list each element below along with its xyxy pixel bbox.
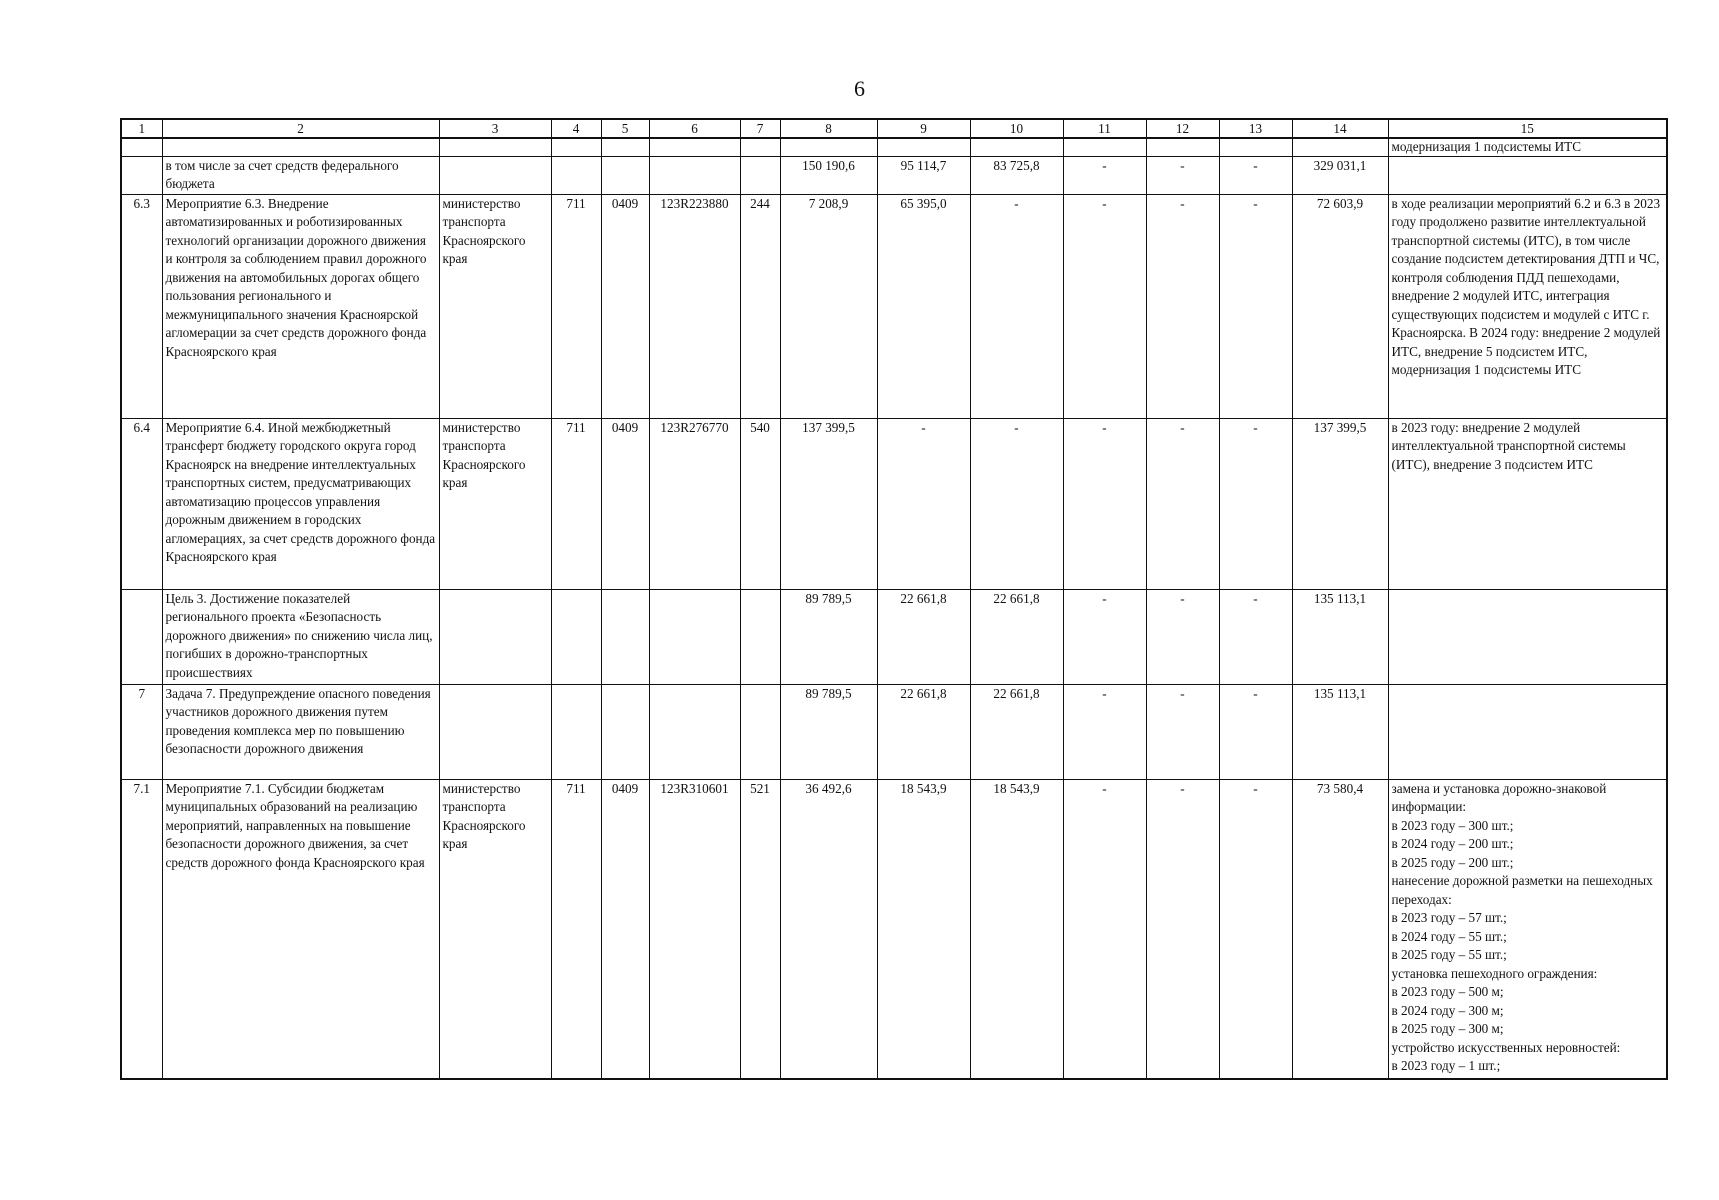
column-number: 1	[121, 119, 162, 138]
row-vr: 521	[740, 779, 780, 1079]
table-cell	[1219, 138, 1292, 156]
row-vr	[740, 589, 780, 684]
table-row	[121, 589, 1667, 684]
row-value-2026: -	[1063, 684, 1146, 779]
row-number: 6.4	[121, 418, 162, 589]
row-grbs	[551, 684, 601, 779]
row-result: замена и установка дорожно-знаковой информации: в 2023 году – 300 шт.; в 2024 году – 200 шт.; в 2025 году – 200 шт.; нанесение дорожной разметки на пешеходных переходах: в 2023 году – 57 шт.; в 2024 году – 55 шт.; в 2025 году – 55 шт.; установка пешеходного ограждения: в 2023 году – 500 м; в 2024 году – 300 м; в 2025 году – 300 м; устройство искусственных неровностей: в 2023 году – 1 шт.;	[1388, 779, 1667, 1079]
row-value-2024: 18 543,9	[877, 779, 970, 1079]
row-grbs	[551, 589, 601, 684]
row-value-2023: 150 190,6	[780, 156, 877, 194]
row-rzpr: 0409	[601, 418, 649, 589]
column-number: 13	[1219, 119, 1292, 138]
column-number: 8	[780, 119, 877, 138]
row-result	[1388, 684, 1667, 779]
row-value-2026: -	[1063, 589, 1146, 684]
table-cell	[439, 138, 551, 156]
table-row	[121, 194, 1667, 418]
column-number: 3	[439, 119, 551, 138]
row-rzpr: 0409	[601, 194, 649, 418]
row-rzpr	[601, 156, 649, 194]
row-value-2028: -	[1219, 156, 1292, 194]
row-value-2027: -	[1146, 589, 1219, 684]
table-cell	[780, 138, 877, 156]
row-value-2023: 89 789,5	[780, 589, 877, 684]
row-value-2025: 22 661,8	[970, 684, 1063, 779]
row-rzpr	[601, 684, 649, 779]
row-rzpr	[601, 589, 649, 684]
row-value-2023: 89 789,5	[780, 684, 877, 779]
row-executor	[439, 589, 551, 684]
row-executor: министерство транспорта Красноярского края	[439, 194, 551, 418]
row-value-2024: 65 395,0	[877, 194, 970, 418]
row-value-2027: -	[1146, 779, 1219, 1079]
row-executor: министерство транспорта Красноярского края	[439, 418, 551, 589]
table-row	[121, 779, 1667, 1079]
column-number: 12	[1146, 119, 1219, 138]
row-total: 72 603,9	[1292, 194, 1388, 418]
row-name: Мероприятие 7.1. Субсидии бюджетам муниципальных образований на реализацию мероприятий, направленных на повышение безопасности дорожного движения, за счет средств дорожного фонда Красноярского края	[162, 779, 439, 1079]
row-vr: 540	[740, 418, 780, 589]
table-cell	[1063, 138, 1146, 156]
table-cell	[970, 138, 1063, 156]
column-number-row	[121, 119, 1667, 138]
row-csr	[649, 684, 740, 779]
row-value-2028: -	[1219, 779, 1292, 1079]
row-value-2024: -	[877, 418, 970, 589]
row-value-2024: 22 661,8	[877, 684, 970, 779]
row-result: в ходе реализации мероприятий 6.2 и 6.3 в 2023 году продолжено развитие интеллектуальной транспортной системы (ИТС), в том числе создание подсистем детектирования ДТП и ЧС, контроля соблюдения ПДД пешеходами, внедрение 2 модулей ИТС, интеграция существующих подсистем и модулей с ИТС г. Красноярска. В 2024 году: внедрение 2 модулей ИТС, внедрение 5 подсистем ИТС, модернизация 1 подсистемы ИТС	[1388, 194, 1667, 418]
column-number: 15	[1388, 119, 1667, 138]
column-number: 7	[740, 119, 780, 138]
table-cell	[649, 138, 740, 156]
row-csr: 123R276770	[649, 418, 740, 589]
row-result	[1388, 156, 1667, 194]
column-number: 4	[551, 119, 601, 138]
row-value-2025: -	[970, 418, 1063, 589]
row-value-2024: 22 661,8	[877, 589, 970, 684]
table-cell	[601, 138, 649, 156]
row-name: в том числе за счет средств федерального бюджета	[162, 156, 439, 194]
carry-over-row	[121, 138, 1667, 156]
page-number: 6	[854, 76, 865, 101]
table-row	[121, 156, 1667, 194]
row-csr: 123R223880	[649, 194, 740, 418]
row-number	[121, 156, 162, 194]
row-executor	[439, 156, 551, 194]
row-value-2023: 36 492,6	[780, 779, 877, 1079]
carry-over-result: модернизация 1 подсистемы ИТС	[1388, 138, 1667, 156]
row-value-2026: -	[1063, 156, 1146, 194]
table-cell	[551, 138, 601, 156]
row-rzpr: 0409	[601, 779, 649, 1079]
row-value-2027: -	[1146, 418, 1219, 589]
row-value-2027: -	[1146, 684, 1219, 779]
row-value-2027: -	[1146, 156, 1219, 194]
table-cell	[1146, 138, 1219, 156]
row-value-2028: -	[1219, 418, 1292, 589]
table-cell	[740, 138, 780, 156]
row-value-2027: -	[1146, 194, 1219, 418]
row-value-2025: 18 543,9	[970, 779, 1063, 1079]
row-number: 6.3	[121, 194, 162, 418]
row-csr	[649, 589, 740, 684]
row-number: 7.1	[121, 779, 162, 1079]
row-grbs: 711	[551, 194, 601, 418]
table-cell	[121, 138, 162, 156]
row-value-2025: 83 725,8	[970, 156, 1063, 194]
row-value-2026: -	[1063, 194, 1146, 418]
row-vr	[740, 684, 780, 779]
row-value-2025: -	[970, 194, 1063, 418]
row-executor	[439, 684, 551, 779]
column-number: 9	[877, 119, 970, 138]
row-name: Мероприятие 6.4. Иной межбюджетный трансферт бюджету городского округа город Красноярск на внедрение интеллектуальных транспортных систем, предусматривающих автоматизацию процессов управления дорожным движением в городских агломерациях, за счет средств дорожного фонда Красноярского края	[162, 418, 439, 589]
table-cell	[1292, 138, 1388, 156]
row-result	[1388, 589, 1667, 684]
column-number: 14	[1292, 119, 1388, 138]
row-total: 135 113,1	[1292, 589, 1388, 684]
row-value-2023: 7 208,9	[780, 194, 877, 418]
row-grbs: 711	[551, 779, 601, 1079]
row-grbs	[551, 156, 601, 194]
row-value-2028: -	[1219, 194, 1292, 418]
row-value-2026: -	[1063, 779, 1146, 1079]
row-csr	[649, 156, 740, 194]
row-value-2023: 137 399,5	[780, 418, 877, 589]
column-number: 11	[1063, 119, 1146, 138]
row-executor: министерство транспорта Красноярского края	[439, 779, 551, 1079]
row-total: 137 399,5	[1292, 418, 1388, 589]
column-number: 10	[970, 119, 1063, 138]
row-value-2024: 95 114,7	[877, 156, 970, 194]
row-total: 73 580,4	[1292, 779, 1388, 1079]
row-name: Задача 7. Предупреждение опасного поведения участников дорожного движения путем проведения комплекса мер по повышению безопасности дорожного движения	[162, 684, 439, 779]
row-value-2028: -	[1219, 684, 1292, 779]
row-number: 7	[121, 684, 162, 779]
row-vr: 244	[740, 194, 780, 418]
table-row	[121, 418, 1667, 589]
table-row	[121, 684, 1667, 779]
row-total: 329 031,1	[1292, 156, 1388, 194]
row-value-2028: -	[1219, 589, 1292, 684]
row-csr: 123R310601	[649, 779, 740, 1079]
row-vr	[740, 156, 780, 194]
row-value-2025: 22 661,8	[970, 589, 1063, 684]
row-value-2026: -	[1063, 418, 1146, 589]
column-number: 6	[649, 119, 740, 138]
row-total: 135 113,1	[1292, 684, 1388, 779]
table-cell	[877, 138, 970, 156]
row-grbs: 711	[551, 418, 601, 589]
column-number: 2	[162, 119, 439, 138]
table-cell	[162, 138, 439, 156]
column-number: 5	[601, 119, 649, 138]
row-name: Мероприятие 6.3. Внедрение автоматизированных и роботизированных технологий организации дорожного движения и контроля за соблюдением правил дорожного движения на автомобильных дорогах общего пользования регионального и межмуниципального значения Красноярской агломерации за счет средств дорожного фонда Красноярского края	[162, 194, 439, 418]
program-table	[120, 118, 1668, 1080]
row-name: Цель 3. Достижение показателей регионального проекта «Безопасность дорожного движения» по снижению числа лиц, погибших в дорожно-транспортных происшествиях	[162, 589, 439, 684]
row-result: в 2023 году: внедрение 2 модулей интеллектуальной транспортной системы (ИТС), внедрение 3 подсистем ИТС	[1388, 418, 1667, 589]
row-number	[121, 589, 162, 684]
